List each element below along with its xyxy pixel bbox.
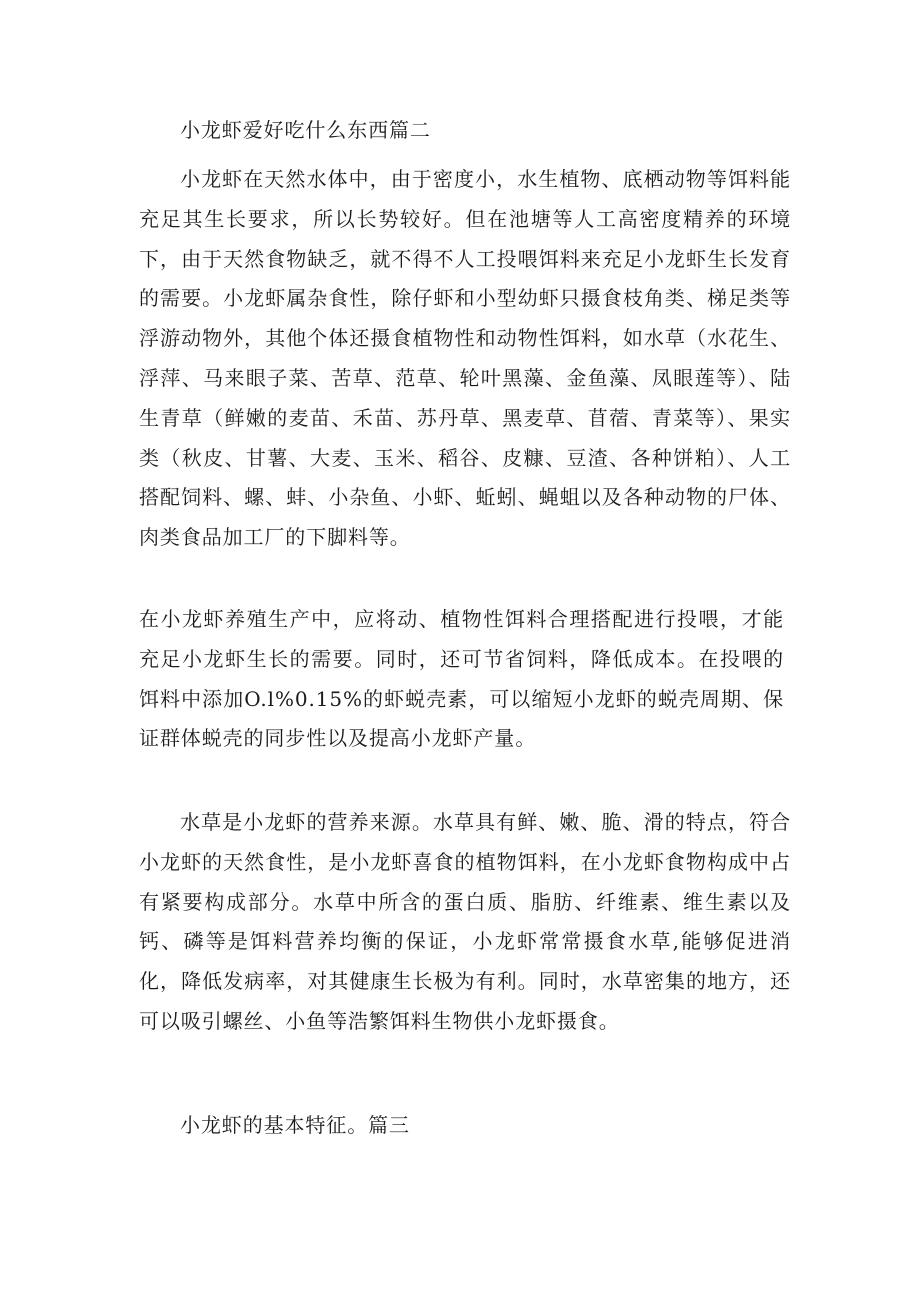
section-heading-3: 小龙虾的基本特征。篇三	[180, 1113, 410, 1137]
paragraph-aquatic-plants: 水草是小龙虾的营养来源。水草具有鲜、嫩、脆、滑的特点，符合小龙虾的天然食性，是小龙虾喜食的植物饵料，在小龙虾食物构成中占有紧要构成部分。水草中所含的蛋白质、脂肪、纤维素、维生素以及钙、磷等是饵料营养均衡的保证，小龙虾常常摄食水草,能够促进消化，降低发病率，对其健康生长极为有利。同时，水草密集的地方，还可以吸引螺丝、小鱼等浩繁饵料生物供小龙虾摄食。	[139, 810, 791, 1033]
section-heading-2: 小龙虾爱好吃什么东西篇二	[180, 118, 431, 142]
paragraph-feed-mixing: 在小龙虾养殖生产中，应将动、植物性饵料合理搭配进行投喂，才能充足小龙虾生长的需要。同时，还可节省饲料，降低成本。在投喂的饵料中添加O.l%0.15%的虾蜕壳素，可以缩短小龙虾的蜕壳周期、保证群体蜕壳的同步性以及提高小龙虾产量。	[139, 607, 784, 751]
paragraph-feeding-habits: 小龙虾在天然水体中，由于密度小，水生植物、底栖动物等饵料能充足其生长要求，所以长势较好。但在池塘等人工高密度精养的环境下，由于天然食物缺乏，就不得不人工投喂饵料来充足小龙虾生长发育的需要。小龙虾属杂食性，除仔虾和小型幼虾只摄食枝角类、梯足类等浮游动物外，其他个体还摄食植物性和动物性饵料，如水草（水花生、浮萍、马来眼子菜、苦草、范草、轮叶黑藻、金鱼藻、凤眼莲等）、陆生青草（鲜嫩的麦苗、禾苗、苏丹草、黑麦草、苜蓿、青菜等）、果实类（秋皮、甘薯、大麦、玉米、稻谷、皮糠、豆渣、各种饼粕）、人工搭配饲料、螺、蚌、小杂鱼、小虾、蚯蚓、蝇蛆以及各种动物的尸体、肉类食品加工厂的下脚料等。	[139, 167, 791, 550]
